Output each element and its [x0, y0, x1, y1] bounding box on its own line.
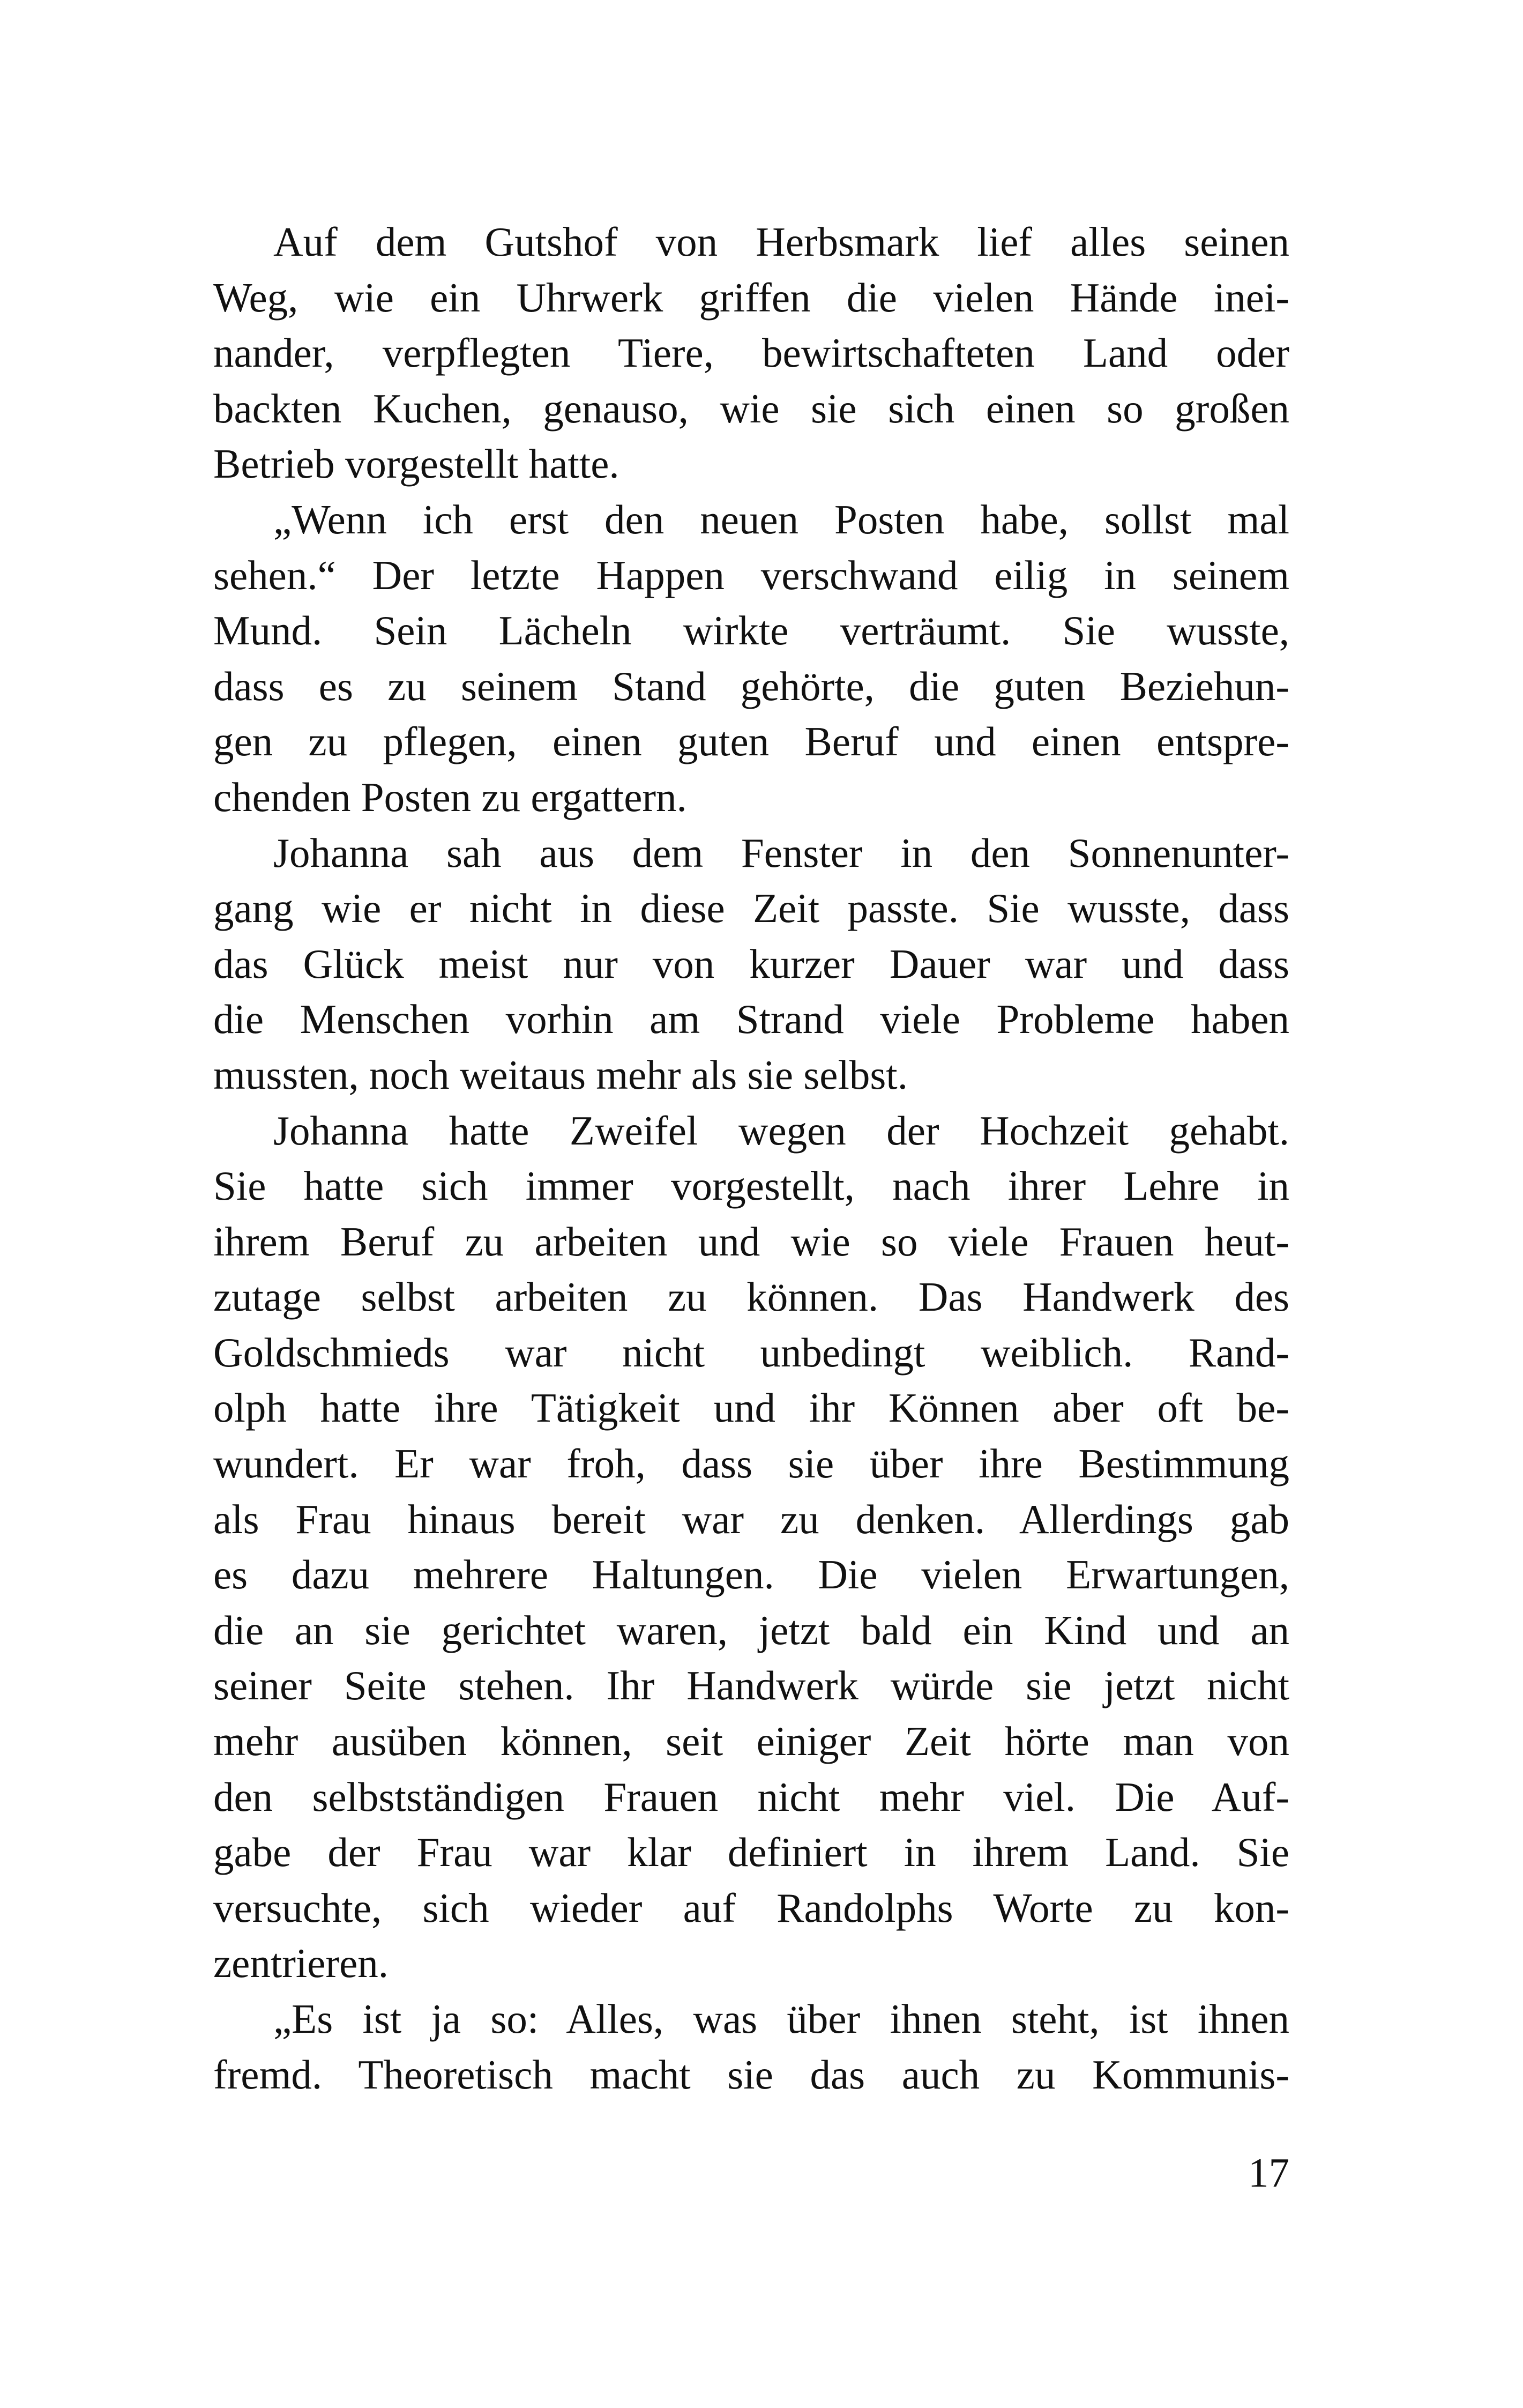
text-line: fremd. Theoretisch macht sie das auch zu Kommunis- — [213, 2051, 1289, 2098]
text-line: Johanna sah aus dem Fenster in den Sonnenunter- — [273, 829, 1289, 876]
text-line: die Menschen vorhin am Strand viele Probleme haben — [213, 996, 1289, 1043]
text-line: als Frau hinaus bereit war zu denken. Allerdings gab — [213, 1496, 1289, 1542]
text-line: Sie hatte sich immer vorgestellt, nach ihrer Lehre in — [213, 1163, 1289, 1209]
text-line: Auf dem Gutshof von Herbsmark lief alles seinen — [273, 219, 1289, 265]
text-line: gen zu pflegen, einen guten Beruf und einen entspre- — [213, 718, 1289, 765]
text-line: ihrem Beruf zu arbeiten und wie so viele Frauen heut- — [213, 1218, 1289, 1265]
text-line: mehr ausüben können, seit einiger Zeit hörte man von — [213, 1718, 1289, 1765]
text-line: es dazu mehrere Haltungen. Die vielen Erwartungen, — [213, 1551, 1289, 1598]
text-line: nander, verpflegten Tiere, bewirtschafteten Land oder — [213, 330, 1289, 376]
text-line: seiner Seite stehen. Ihr Handwerk würde sie jetzt nicht — [213, 1662, 1289, 1709]
body-text — [213, 214, 1289, 2102]
text-line: sehen.“ Der letzte Happen verschwand eilig in seinem — [213, 552, 1289, 598]
text-line: Goldschmieds war nicht unbedingt weiblich. Rand- — [213, 1329, 1289, 1376]
text-line: zentrieren. — [213, 1940, 389, 1987]
text-line: chenden Posten zu ergattern. — [213, 774, 687, 820]
text-line: „Es ist ja so: Alles, was über ihnen steht, ist ihnen — [273, 1996, 1289, 2042]
text-line: Betrieb vorgestellt hatte. — [213, 441, 619, 487]
text-line: Johanna hatte Zweifel wegen der Hochzeit gehabt. — [273, 1107, 1289, 1154]
text-line: die an sie gerichtet waren, jetzt bald ein Kind und an — [213, 1607, 1289, 1653]
text-line: Weg, wie ein Uhrwerk griffen die vielen Hände inei- — [213, 274, 1289, 321]
text-line: olph hatte ihre Tätigkeit und ihr Können aber oft be- — [213, 1385, 1289, 1431]
text-line: wundert. Er war froh, dass sie über ihre Bestimmung — [213, 1440, 1289, 1487]
text-line: „Wenn ich erst den neuen Posten habe, sollst mal — [273, 496, 1289, 542]
text-line: mussten, noch weitaus mehr als sie selbst. — [213, 1051, 908, 1098]
text-line: das Glück meist nur von kurzer Dauer war und dass — [213, 940, 1289, 987]
text-line: Mund. Sein Lächeln wirkte verträumt. Sie wusste, — [213, 607, 1289, 654]
text-line: backten Kuchen, genauso, wie sie sich einen so großen — [213, 385, 1289, 432]
text-line: dass es zu seinem Stand gehörte, die guten Beziehun- — [213, 663, 1289, 709]
text-line: zutage selbst arbeiten zu können. Das Handwerk des — [213, 1274, 1289, 1320]
text-line: gang wie er nicht in diese Zeit passte. Sie wusste, dass — [213, 885, 1289, 932]
text-line: gabe der Frau war klar definiert in ihrem Land. Sie — [213, 1829, 1289, 1876]
text-line: den selbstständigen Frauen nicht mehr viel. Die Auf- — [213, 1773, 1289, 1820]
page-number: 17 — [1248, 2150, 1289, 2196]
text-line: versuchte, sich wieder auf Randolphs Worte zu kon- — [213, 1884, 1289, 1931]
